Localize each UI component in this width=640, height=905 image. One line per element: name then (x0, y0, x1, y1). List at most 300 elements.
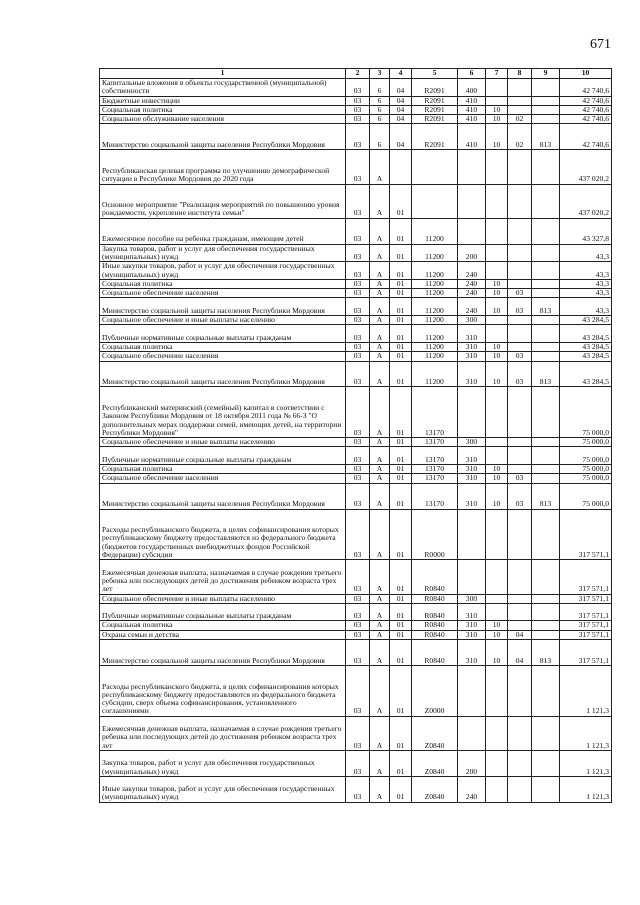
col-8-value: 03 (508, 352, 532, 361)
col-8-value (508, 325, 532, 343)
amount-value: 42 740,6 (560, 105, 612, 114)
col-2-value: 03 (346, 630, 370, 639)
col-8-value (508, 447, 532, 465)
col-7-value (486, 150, 508, 184)
amount-value: 43 284,5 (560, 342, 612, 351)
col-5-value: 11200 (412, 298, 458, 316)
col-9-value (532, 150, 560, 184)
col-8-value (508, 79, 532, 97)
col-8-value (508, 594, 532, 603)
amount-value: 42 740,6 (560, 115, 612, 124)
col-4-value: 04 (390, 124, 412, 150)
col-3-value: А (370, 298, 390, 316)
col-8-value (508, 509, 532, 560)
col-6-value (458, 509, 486, 560)
col-8-value (508, 438, 532, 447)
col-5-value: R0840 (412, 603, 458, 621)
col-4-value: 04 (390, 115, 412, 124)
col-5-value: Z0840 (412, 750, 458, 776)
col-7-value (486, 447, 508, 465)
col-8-value (508, 150, 532, 184)
col-2-value: 03 (346, 289, 370, 298)
col-4-value: 01 (390, 316, 412, 325)
col-9-value (532, 447, 560, 465)
row-name: Социальное обеспечение населения (100, 289, 346, 298)
col-4-value: 01 (390, 289, 412, 298)
col-6-value: 310 (458, 352, 486, 361)
col-6-value: 310 (458, 465, 486, 474)
col-6-value: 310 (458, 483, 486, 509)
col-7-value: 10 (486, 279, 508, 288)
col-8-value: 04 (508, 630, 532, 639)
amount-value: 1 121,3 (560, 776, 612, 802)
column-header: 9 (532, 69, 560, 79)
row-name: Основное мероприятие "Реализация мероприятий по повышению уровня рождаемости, укрепление института семьи" (100, 184, 346, 218)
col-9-value (532, 560, 560, 594)
col-5-value: R0000 (412, 509, 458, 560)
col-7-value: 10 (486, 298, 508, 316)
col-4-value: 01 (390, 621, 412, 630)
row-name: Министерство социальной защиты населения Республики Мордовия (100, 124, 346, 150)
col-2-value: 03 (346, 750, 370, 776)
amount-value: 43 284,5 (560, 352, 612, 361)
col-7-value (486, 184, 508, 218)
table-row (100, 316, 612, 325)
amount-value: 42 740,6 (560, 79, 612, 97)
column-header: 5 (412, 69, 458, 79)
col-2-value: 03 (346, 560, 370, 594)
col-5-value: R0840 (412, 621, 458, 630)
col-7-value (486, 325, 508, 343)
col-8-value (508, 465, 532, 474)
col-3-value: 6 (370, 79, 390, 97)
col-2-value: 03 (346, 262, 370, 280)
col-6-value: 310 (458, 325, 486, 343)
col-6-value: 310 (458, 621, 486, 630)
col-3-value: А (370, 387, 390, 438)
col-7-value (486, 316, 508, 325)
col-3-value: А (370, 361, 390, 387)
col-9-value: 813 (532, 483, 560, 509)
col-4-value: 01 (390, 716, 412, 750)
table-row (100, 621, 612, 630)
table-row (100, 244, 612, 262)
col-7-value: 10 (486, 352, 508, 361)
row-name: Социальная политика (100, 279, 346, 288)
row-name: Социальная политика (100, 465, 346, 474)
amount-value: 317 571,1 (560, 640, 612, 666)
col-6-value: 310 (458, 630, 486, 639)
row-name: Ежемесячное пособие на ребенка гражданам, имеющим детей (100, 218, 346, 244)
amount-value: 437 020,2 (560, 150, 612, 184)
table-row (100, 560, 612, 594)
col-7-value (486, 776, 508, 802)
table-row (100, 184, 612, 218)
amount-value: 75 000,0 (560, 447, 612, 465)
amount-value: 437 020,2 (560, 184, 612, 218)
table-row (100, 630, 612, 639)
amount-value: 43 284,5 (560, 361, 612, 387)
col-9-value (532, 244, 560, 262)
col-3-value: А (370, 447, 390, 465)
col-7-value (486, 438, 508, 447)
row-name: Социальное обеспечение населения (100, 352, 346, 361)
row-name: Социальное обеспечение и иные выплаты населению (100, 594, 346, 603)
col-4-value: 01 (390, 279, 412, 288)
table-row (100, 716, 612, 750)
col-6-value: 300 (458, 594, 486, 603)
col-6-value (458, 150, 486, 184)
col-4-value: 01 (390, 603, 412, 621)
amount-value: 43 284,5 (560, 316, 612, 325)
col-2-value: 03 (346, 124, 370, 150)
col-8-value (508, 603, 532, 621)
col-3-value: А (370, 150, 390, 184)
amount-value: 317 571,1 (560, 630, 612, 639)
col-3-value: А (370, 594, 390, 603)
col-5-value: R2091 (412, 105, 458, 114)
col-2-value: 03 (346, 298, 370, 316)
col-4-value: 01 (390, 560, 412, 594)
col-4-value: 01 (390, 262, 412, 280)
table-row (100, 342, 612, 351)
table-row (100, 594, 612, 603)
amount-value: 42 740,6 (560, 124, 612, 150)
col-5-value: 11200 (412, 218, 458, 244)
col-7-value (486, 665, 508, 716)
table-row (100, 298, 612, 316)
col-6-value: 310 (458, 603, 486, 621)
row-name: Публичные нормативные социальные выплаты гражданам (100, 325, 346, 343)
table-row (100, 352, 612, 361)
amount-value: 75 000,0 (560, 483, 612, 509)
amount-value: 43 327,8 (560, 218, 612, 244)
col-2-value: 03 (346, 387, 370, 438)
budget-table (99, 68, 612, 803)
col-7-value: 10 (486, 474, 508, 483)
row-name: Социальное обслуживание населения (100, 115, 346, 124)
col-3-value: А (370, 716, 390, 750)
col-2-value: 03 (346, 115, 370, 124)
row-name: Социальное обеспечение населения (100, 474, 346, 483)
row-name: Социальная политика (100, 105, 346, 114)
col-5-value: 13170 (412, 483, 458, 509)
col-9-value (532, 279, 560, 288)
col-6-value (458, 184, 486, 218)
col-4-value: 01 (390, 483, 412, 509)
col-2-value: 03 (346, 776, 370, 802)
col-3-value: А (370, 483, 390, 509)
row-name: Охрана семьи и детства (100, 630, 346, 639)
amount-value: 317 571,1 (560, 594, 612, 603)
col-8-value (508, 244, 532, 262)
col-7-value (486, 603, 508, 621)
table-row (100, 509, 612, 560)
col-8-value: 03 (508, 298, 532, 316)
col-2-value: 03 (346, 184, 370, 218)
col-4-value: 01 (390, 342, 412, 351)
col-5-value: 11200 (412, 361, 458, 387)
table-row (100, 447, 612, 465)
col-9-value (532, 352, 560, 361)
row-name: Бюджетные инвестиции (100, 96, 346, 105)
table-row (100, 218, 612, 244)
col-8-value (508, 96, 532, 105)
col-3-value: А (370, 640, 390, 666)
col-7-value: 10 (486, 465, 508, 474)
col-8-value: 04 (508, 640, 532, 666)
col-3-value: 6 (370, 96, 390, 105)
amount-value: 43,3 (560, 298, 612, 316)
col-9-value (532, 621, 560, 630)
col-4-value: 04 (390, 79, 412, 97)
col-9-value (532, 184, 560, 218)
col-5-value: 11200 (412, 262, 458, 280)
col-2-value: 03 (346, 465, 370, 474)
row-name: Закупка товаров, работ и услуг для обеспечения государственных (муниципальных) нужд (100, 750, 346, 776)
col-6-value: 310 (458, 640, 486, 666)
row-name: Республиканский материнский (семейный) капитал в соответствии с Законом Республики Мордовия от 18 октября 2011 года № 66-З "О дополнительных мерах поддержки семей, имеющих детей, на территории Республики Мордовия" (100, 387, 346, 438)
amount-value: 75 000,0 (560, 387, 612, 438)
col-5-value: 13170 (412, 465, 458, 474)
col-5-value: R0840 (412, 560, 458, 594)
col-4-value: 01 (390, 325, 412, 343)
col-5-value: 13170 (412, 438, 458, 447)
row-name: Социальная политика (100, 342, 346, 351)
col-4-value: 01 (390, 509, 412, 560)
column-header: 8 (508, 69, 532, 79)
col-6-value: 410 (458, 105, 486, 114)
col-2-value: 03 (346, 447, 370, 465)
table-body (100, 79, 612, 803)
col-7-value: 10 (486, 361, 508, 387)
col-2-value: 03 (346, 150, 370, 184)
column-header: 4 (390, 69, 412, 79)
col-9-value (532, 603, 560, 621)
col-8-value: 03 (508, 483, 532, 509)
col-5-value: R0840 (412, 630, 458, 639)
col-4-value: 01 (390, 387, 412, 438)
table-row (100, 361, 612, 387)
col-8-value: 03 (508, 474, 532, 483)
column-header: 6 (458, 69, 486, 79)
amount-value: 317 571,1 (560, 560, 612, 594)
col-3-value: А (370, 603, 390, 621)
col-2-value: 03 (346, 244, 370, 262)
col-9-value (532, 509, 560, 560)
col-6-value: 200 (458, 750, 486, 776)
col-4-value: 04 (390, 96, 412, 105)
row-name: Закупка товаров, работ и услуг для обеспечения государственных (муниципальных) нужд (100, 244, 346, 262)
col-5-value: 11200 (412, 342, 458, 351)
col-7-value (486, 79, 508, 97)
col-9-value (532, 665, 560, 716)
table-row (100, 289, 612, 298)
amount-value: 43,3 (560, 244, 612, 262)
col-7-value: 10 (486, 105, 508, 114)
table-row (100, 105, 612, 114)
col-5-value: Z0840 (412, 716, 458, 750)
col-6-value: 240 (458, 279, 486, 288)
col-4-value: 01 (390, 447, 412, 465)
col-6-value: 240 (458, 298, 486, 316)
table-row (100, 115, 612, 124)
col-3-value: А (370, 325, 390, 343)
col-9-value (532, 387, 560, 438)
col-8-value (508, 262, 532, 280)
col-7-value: 10 (486, 621, 508, 630)
col-3-value: А (370, 289, 390, 298)
col-5-value: Z0840 (412, 776, 458, 802)
row-name: Расходы республиканского бюджета, в целях софинансирования которых республиканскому бюджету предоставляются из федерального бюджета (бюджетов государственных внебюджетных фондов Российской Федерации) субсидии (100, 509, 346, 560)
col-9-value (532, 316, 560, 325)
col-7-value: 10 (486, 630, 508, 639)
column-header: 3 (370, 69, 390, 79)
col-9-value: 813 (532, 640, 560, 666)
col-3-value: А (370, 244, 390, 262)
col-3-value: А (370, 218, 390, 244)
col-7-value (486, 218, 508, 244)
col-8-value: 03 (508, 361, 532, 387)
col-3-value: А (370, 342, 390, 351)
col-7-value: 10 (486, 483, 508, 509)
row-name: Иные закупки товаров, работ и услуг для обеспечения государственных (муниципальных) нужд (100, 262, 346, 280)
col-6-value: 310 (458, 474, 486, 483)
col-7-value: 10 (486, 342, 508, 351)
amount-value: 43,3 (560, 289, 612, 298)
col-3-value: А (370, 352, 390, 361)
table-row (100, 665, 612, 716)
col-2-value: 03 (346, 105, 370, 114)
col-7-value: 10 (486, 124, 508, 150)
row-name: Социальное обеспечение и иные выплаты населению (100, 438, 346, 447)
col-6-value: 240 (458, 262, 486, 280)
col-5-value (412, 150, 458, 184)
col-9-value (532, 716, 560, 750)
col-2-value: 03 (346, 279, 370, 288)
col-8-value (508, 184, 532, 218)
row-name: Социальная политика (100, 621, 346, 630)
amount-value: 43,3 (560, 279, 612, 288)
col-3-value: А (370, 665, 390, 716)
row-name: Министерство социальной защиты населения Республики Мордовия (100, 640, 346, 666)
col-2-value: 03 (346, 603, 370, 621)
row-name: Капитальные вложения в объекты государственной (муниципальной) собственности (100, 79, 346, 97)
col-7-value (486, 750, 508, 776)
col-9-value (532, 776, 560, 802)
col-8-value (508, 716, 532, 750)
col-4-value: 01 (390, 465, 412, 474)
col-8-value (508, 560, 532, 594)
col-5-value: 11200 (412, 316, 458, 325)
col-4-value: 01 (390, 474, 412, 483)
col-3-value: А (370, 509, 390, 560)
col-5-value: R2091 (412, 79, 458, 97)
col-6-value: 300 (458, 316, 486, 325)
col-7-value (486, 262, 508, 280)
col-6-value (458, 387, 486, 438)
amount-value: 317 571,1 (560, 603, 612, 621)
col-2-value: 03 (346, 438, 370, 447)
table-row (100, 279, 612, 288)
amount-value: 317 571,1 (560, 509, 612, 560)
col-9-value: 813 (532, 361, 560, 387)
col-7-value (486, 594, 508, 603)
col-5-value: Z0000 (412, 665, 458, 716)
col-3-value: 6 (370, 105, 390, 114)
col-4-value: 01 (390, 640, 412, 666)
col-6-value: 410 (458, 115, 486, 124)
col-6-value: 240 (458, 776, 486, 802)
col-6-value: 310 (458, 342, 486, 351)
col-7-value (486, 716, 508, 750)
col-2-value: 03 (346, 361, 370, 387)
col-5-value: R2091 (412, 124, 458, 150)
table-row (100, 640, 612, 666)
col-8-value (508, 387, 532, 438)
amount-value: 75 000,0 (560, 438, 612, 447)
col-3-value: А (370, 560, 390, 594)
col-8-value: 03 (508, 289, 532, 298)
col-5-value: R2091 (412, 115, 458, 124)
table-row (100, 465, 612, 474)
col-3-value: А (370, 630, 390, 639)
col-2-value: 03 (346, 342, 370, 351)
col-6-value (458, 665, 486, 716)
row-name: Ежемесячная денежная выплата, назначаемая в случае рождения третьего ребенка или последующих детей до достижения ребенком возраста трех лет (100, 560, 346, 594)
row-name: Иные закупки товаров, работ и услуг для обеспечения государственных (муниципальных) нужд (100, 776, 346, 802)
col-9-value (532, 342, 560, 351)
amount-value: 1 121,3 (560, 665, 612, 716)
table-row (100, 483, 612, 509)
col-6-value: 310 (458, 447, 486, 465)
amount-value: 43 284,5 (560, 325, 612, 343)
col-2-value: 03 (346, 96, 370, 105)
col-9-value (532, 79, 560, 97)
col-7-value (486, 509, 508, 560)
col-8-value: 02 (508, 124, 532, 150)
col-4-value: 01 (390, 438, 412, 447)
col-4-value: 01 (390, 298, 412, 316)
table-row (100, 603, 612, 621)
row-name: Республиканская целевая программа по улучшению демографической ситуации в Республике Мордовия до 2020 года (100, 150, 346, 184)
col-9-value (532, 325, 560, 343)
col-3-value: 6 (370, 115, 390, 124)
row-name: Публичные нормативные социальные выплаты гражданам (100, 603, 346, 621)
col-8-value (508, 218, 532, 244)
column-header: 7 (486, 69, 508, 79)
col-2-value: 03 (346, 325, 370, 343)
col-5-value: R2091 (412, 96, 458, 105)
col-5-value: R0840 (412, 594, 458, 603)
col-8-value (508, 105, 532, 114)
col-7-value: 10 (486, 115, 508, 124)
amount-value: 1 121,3 (560, 716, 612, 750)
col-7-value (486, 387, 508, 438)
col-5-value: 13170 (412, 474, 458, 483)
row-name: Ежемесячная денежная выплата, назначаемая в случае рождения третьего ребенка или последующих детей до достижения ребенком возраста трех лет (100, 716, 346, 750)
table-row (100, 776, 612, 802)
col-3-value: А (370, 262, 390, 280)
col-3-value: А (370, 776, 390, 802)
amount-value: 75 000,0 (560, 474, 612, 483)
col-2-value: 03 (346, 79, 370, 97)
page-number: 671 (590, 37, 611, 52)
col-3-value: А (370, 438, 390, 447)
col-2-value: 03 (346, 352, 370, 361)
col-5-value: 13170 (412, 447, 458, 465)
table-row (100, 262, 612, 280)
